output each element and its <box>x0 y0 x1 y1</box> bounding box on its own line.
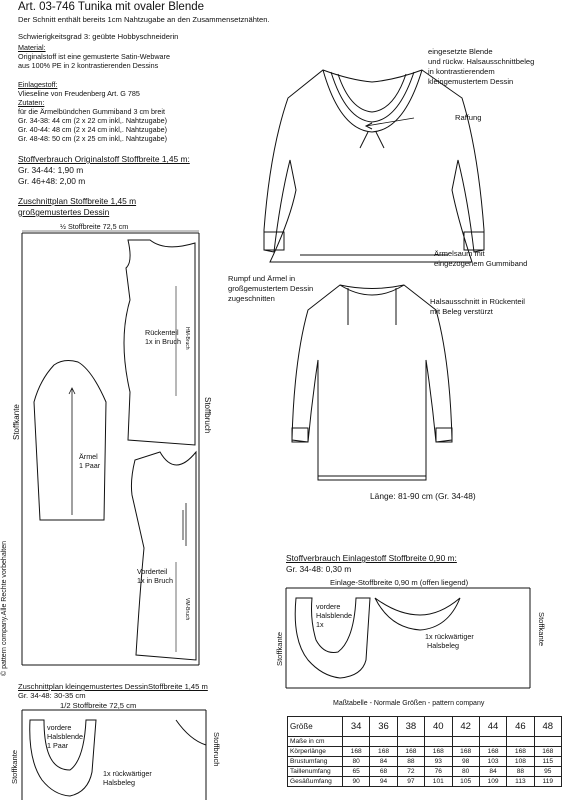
consumption-heading: Stoffverbrauch Originalstoff Stoffbreite 1,45 m: <box>18 154 190 164</box>
cell: 113 <box>507 777 534 787</box>
size-col: 46 <box>507 717 534 737</box>
material-heading: Material: <box>18 43 46 52</box>
layout2-size-line: Gr. 34-48: 30-35 cm <box>18 691 86 700</box>
table-row <box>288 767 562 777</box>
interfacing-back-label: 1x rückwärtiger <box>425 632 474 641</box>
interfacing-front-label: vordere <box>316 602 341 611</box>
interfacing-selvage-right: Stoffkante <box>537 612 546 647</box>
material-line: aus 100% PE in 2 kontrastierenden Dessins <box>18 61 159 70</box>
layout1-width-label: ½ Stoffbreite 72,5 cm <box>60 222 129 231</box>
notions-heading: Zutaten: <box>18 98 45 107</box>
layout2-selvage-label: Stoffkante <box>10 749 19 784</box>
material-line: Originalstoff ist eine gemusterte Satin-Webware <box>18 52 170 61</box>
cell: 168 <box>425 747 452 757</box>
size-table <box>287 716 562 787</box>
annotation-rumpf: Rumpf und Ärmel in <box>228 274 296 283</box>
back-fold-mark: HM-Bruch <box>184 327 190 350</box>
consumption-line: Gr. 34-44: 1,90 m <box>18 165 84 175</box>
cell: 84 <box>479 767 506 777</box>
cell: 168 <box>479 747 506 757</box>
size-col: 44 <box>479 717 506 737</box>
cell: 90 <box>343 777 370 787</box>
cell: 84 <box>370 757 397 767</box>
interfacing-heading: Einlagestoff: <box>18 80 58 89</box>
row-label: Gesäßumfang <box>288 777 343 787</box>
size-col: 42 <box>452 717 479 737</box>
interfacing-line: Vlieseline von Freudenberg Art. G 785 <box>18 89 140 98</box>
back-label: 1x in Bruch <box>145 337 181 346</box>
cell: 80 <box>343 757 370 767</box>
annotation-raffung: Raffung <box>455 113 482 122</box>
cell: 168 <box>452 747 479 757</box>
size-col: 38 <box>397 717 424 737</box>
annotation-rumpf: großgemustertem Dessin <box>228 284 314 293</box>
cell: 168 <box>507 747 534 757</box>
layout2-front-label: Halsblende <box>47 732 83 741</box>
layout1-selvage-label: Stoffkante <box>12 404 21 440</box>
annotation-saum: eingezogenem Gummiband <box>434 259 528 268</box>
sleeve-label: Ärmel <box>79 452 98 461</box>
annotation-blende: in kontrastierendem <box>428 67 495 76</box>
consumption-line: Gr. 46+48: 2,00 m <box>18 176 86 186</box>
page-title: Art. 03-746 Tunika mit ovaler Blende <box>18 1 205 13</box>
interfacing-back-facing <box>375 598 460 630</box>
annotation-blende: kleingemustertem Dessin <box>428 77 514 86</box>
unit-label: Maße in cm <box>288 737 343 747</box>
interfacing-size-line: Gr. 34-48: 0,30 m <box>286 564 352 574</box>
cell: 72 <box>397 767 424 777</box>
notions-line: Gr. 34-38: 44 cm (2 x 22 cm inkl,. Nahtzugabe) <box>18 116 168 125</box>
layout1-subheading: großgemustertes Dessin <box>18 207 110 217</box>
cell: 76 <box>425 767 452 777</box>
cell: 115 <box>534 757 561 767</box>
cell: 103 <box>479 757 506 767</box>
annotation-halsausschnitt: mit Beleg verstürzt <box>430 307 493 316</box>
row-label: Taillenumfang <box>288 767 343 777</box>
annotation-saum: Ärmelsaum mit <box>434 249 485 258</box>
layout2-back-label: 1x rückwärtiger <box>103 769 152 778</box>
size-col: 48 <box>534 717 561 737</box>
front-label: Vorderteil <box>137 567 168 576</box>
cell: 119 <box>534 777 561 787</box>
interfacing-back-label: Halsbeleg <box>427 641 459 650</box>
annotation-rumpf: zugeschnitten <box>228 294 275 303</box>
cell: 94 <box>370 777 397 787</box>
cell: 108 <box>507 757 534 767</box>
layout2-fold-label: Stoffbruch <box>212 732 221 767</box>
back-label: Rückenteil <box>145 328 179 337</box>
cell: 97 <box>397 777 424 787</box>
page-subtitle: Der Schnitt enthält bereits 1cm Nahtzugabe an den Zusammensetznähten. <box>18 15 270 24</box>
notions-line: Gr. 40-44: 48 cm (2 x 24 cm inkl,. Nahtzugabe) <box>18 125 168 134</box>
cell: 88 <box>397 757 424 767</box>
cell: 88 <box>507 767 534 777</box>
layout2-back-facing <box>176 720 206 745</box>
size-table-header-row <box>288 717 562 737</box>
size-col: 34 <box>343 717 370 737</box>
tunic-back-view <box>292 285 452 480</box>
layout2-heading: Zuschnittplan kleingemustertes DessinStoffbreite 1,45 m <box>18 682 208 691</box>
tunic-front-view <box>264 70 484 262</box>
table-row <box>288 737 562 747</box>
cell: 80 <box>452 767 479 777</box>
cell: 168 <box>397 747 424 757</box>
sleeve-label: 1 Paar <box>79 461 101 470</box>
layout2-front-label: vordere <box>47 723 72 732</box>
layout2-width-label: 1/2 Stoffbreite 72,5 cm <box>60 701 137 710</box>
annotation-length: Länge: 81-90 cm (Gr. 34-48) <box>370 491 476 501</box>
cell: 168 <box>534 747 561 757</box>
cell: 95 <box>534 767 561 777</box>
layout2-back-label: Halsbeleg <box>103 778 135 787</box>
cell: 109 <box>479 777 506 787</box>
front-fold-mark: VM-Bruch <box>184 598 190 621</box>
table-row <box>288 777 562 787</box>
cell: 93 <box>425 757 452 767</box>
interfacing-consumption-heading: Stoffverbrauch Einlagestoff Stoffbreite 0,90 m: <box>286 553 457 563</box>
difficulty-text: Schwierigkeitsgrad 3: geübte Hobbyschneiderin <box>18 32 179 41</box>
table-row <box>288 747 562 757</box>
annotation-blende: und rückw. Halsausschnittbeleg <box>428 57 535 66</box>
layout1-frame <box>22 231 199 665</box>
front-label: 1x in Bruch <box>137 576 173 585</box>
cell: 98 <box>452 757 479 767</box>
cell: 101 <box>425 777 452 787</box>
sleeve-piece <box>34 361 106 520</box>
interfacing-width-label: Einlage-Stoffbreite 0,90 m (offen liegend) <box>330 578 469 587</box>
interfacing-selvage-left: Stoffkante <box>275 631 284 666</box>
cell: 68 <box>370 767 397 777</box>
cell: 168 <box>370 747 397 757</box>
table-row <box>288 757 562 767</box>
cell: 65 <box>343 767 370 777</box>
copyright: © pattern company.Alle Rechte vorbehalten <box>1 541 8 676</box>
front-piece <box>131 452 196 660</box>
size-header-label: Größe <box>288 717 343 737</box>
notions-line: Gr. 48-48: 50 cm (2 x 25 cm inkl,. Nahtzugabe) <box>18 134 168 143</box>
interfacing-front-label: 1x <box>316 620 324 629</box>
size-col: 36 <box>370 717 397 737</box>
cell: 168 <box>343 747 370 757</box>
row-label: Körperlänge <box>288 747 343 757</box>
interfacing-front-label: Halsblende <box>316 611 352 620</box>
layout1-fold-label: Stoffbruch <box>203 397 212 434</box>
row-label: Brustumfang <box>288 757 343 767</box>
cell: 105 <box>452 777 479 787</box>
layout1-heading: Zuschnittplan Stoffbreite 1,45 m <box>18 196 137 206</box>
size-table-caption: Maßtabelle - Normale Größen - pattern company <box>333 700 485 707</box>
annotation-halsausschnitt: Halsausschnitt in Rückenteil <box>430 297 525 306</box>
annotation-blende: eingesetzte Blende <box>428 47 493 56</box>
layout2-front-label: 1 Paar <box>47 741 69 750</box>
notions-line: für die Ärmelbündchen Gummiband 3 cm breit <box>18 107 166 116</box>
size-col: 40 <box>425 717 452 737</box>
